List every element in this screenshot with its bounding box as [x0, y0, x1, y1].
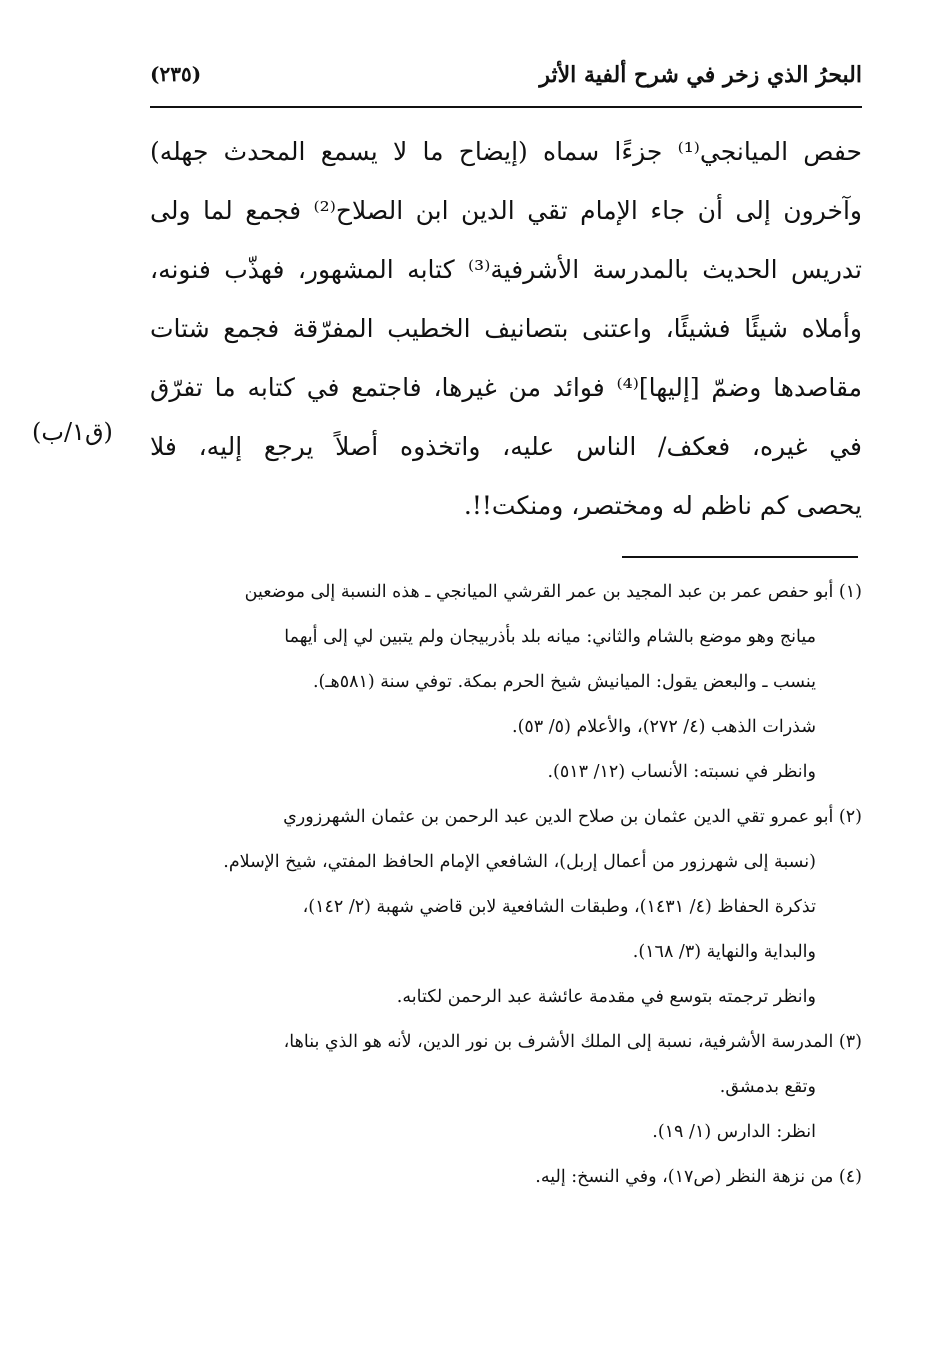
body-line: مقاصدها وضمّ [إليها]⁽⁴⁾ فوائد من غيرها، فاجتمع في كتابه ما تفرّق: [150, 373, 862, 402]
footnote-line: (٢) أبو عمرو تقي الدين عثمان بن صلاح الدين عبد الرحمن بن عثمان الشهرزوري: [283, 807, 862, 827]
footnote-line: تذكرة الحفاظ (٤/ ١٤٣١)، وطبقات الشافعية لابن قاضي شهبة (٢/ ١٤٢)،: [302, 897, 816, 917]
main-text: [150, 122, 862, 535]
header-divider: [150, 106, 862, 108]
book-title: البحرُ الذي زخر في شرح ألفية الأثر: [539, 62, 862, 88]
body-line: حفص الميانجي⁽¹⁾ جزءًا سماه (إيضاح ما لا يسمع المحدث جهله): [150, 137, 862, 166]
manuscript-folio-note: (ق١/ب): [32, 418, 113, 446]
body-line: يحصى كم ناظم له ومختصر، ومنكت!!.: [463, 491, 862, 520]
body-line: في غيره، فعكف/ الناس عليه، واتخذوه أصلاً يرجع إليه، فلا: [150, 432, 862, 461]
footnote-line: وانظر في نسبته: الأنساب (١٢/ ٥١٣).: [547, 762, 816, 782]
footnote-line: انظر: الدارس (١/ ١٩).: [652, 1122, 816, 1142]
page-number: (٢٣٥): [150, 62, 202, 86]
footnote-line: والبداية والنهاية (٣/ ١٦٨).: [632, 942, 816, 962]
footnote-line: (٣) المدرسة الأشرفية، نسبة إلى الملك الأشرف بن نور الدين، لأنه هو الذي بناها،: [283, 1032, 862, 1052]
footnotes: [150, 570, 862, 1200]
footnote-line: ميانج وهو موضع بالشام والثاني: ميانه بلد بأذربيجان ولم يتبين لي إلى أيهما: [284, 627, 816, 647]
footnote-line: وتقع بدمشق.: [719, 1077, 816, 1097]
footnote-line: (نسبة إلى شهرزور من أعمال إربل)، الشافعي الإمام الحافظ المفتي، شيخ الإسلام.: [223, 852, 816, 872]
footnote-divider: [622, 556, 858, 558]
footnote-line: وانظر ترجمته بتوسع في مقدمة عائشة عبد الرحمن لكتابه.: [396, 987, 816, 1007]
footnote-line: ينسب ـ والبعض يقول: الميانيش شيخ الحرم بمكة. توفي سنة (٥٨١هـ).: [312, 672, 816, 692]
footnote-line: (٤) من نزهة النظر (ص١٧)، وفي النسخ: إليه.: [535, 1167, 862, 1187]
footnote-line: (١) أبو حفص عمر بن عبد المجيد بن عمر القرشي الميانجي ـ هذه النسبة إلى موضعين: [244, 582, 862, 602]
body-line: وآخرون إلى أن جاء الإمام تقي الدين ابن الصلاح⁽²⁾ فجمع لما ولى: [150, 196, 862, 225]
body-line: وأملاه شيئًا فشيئًا، واعتنى بتصانيف الخطيب المفرّقة فجمع شتات: [150, 314, 862, 343]
running-header: [150, 62, 862, 102]
footnote-line: شذرات الذهب (٤/ ٢٧٢)، والأعلام (٥/ ٥٣).: [512, 717, 816, 737]
body-line: تدريس الحديث بالمدرسة الأشرفية⁽³⁾ كتابه المشهور، فهذّب فنونه،: [150, 255, 862, 284]
